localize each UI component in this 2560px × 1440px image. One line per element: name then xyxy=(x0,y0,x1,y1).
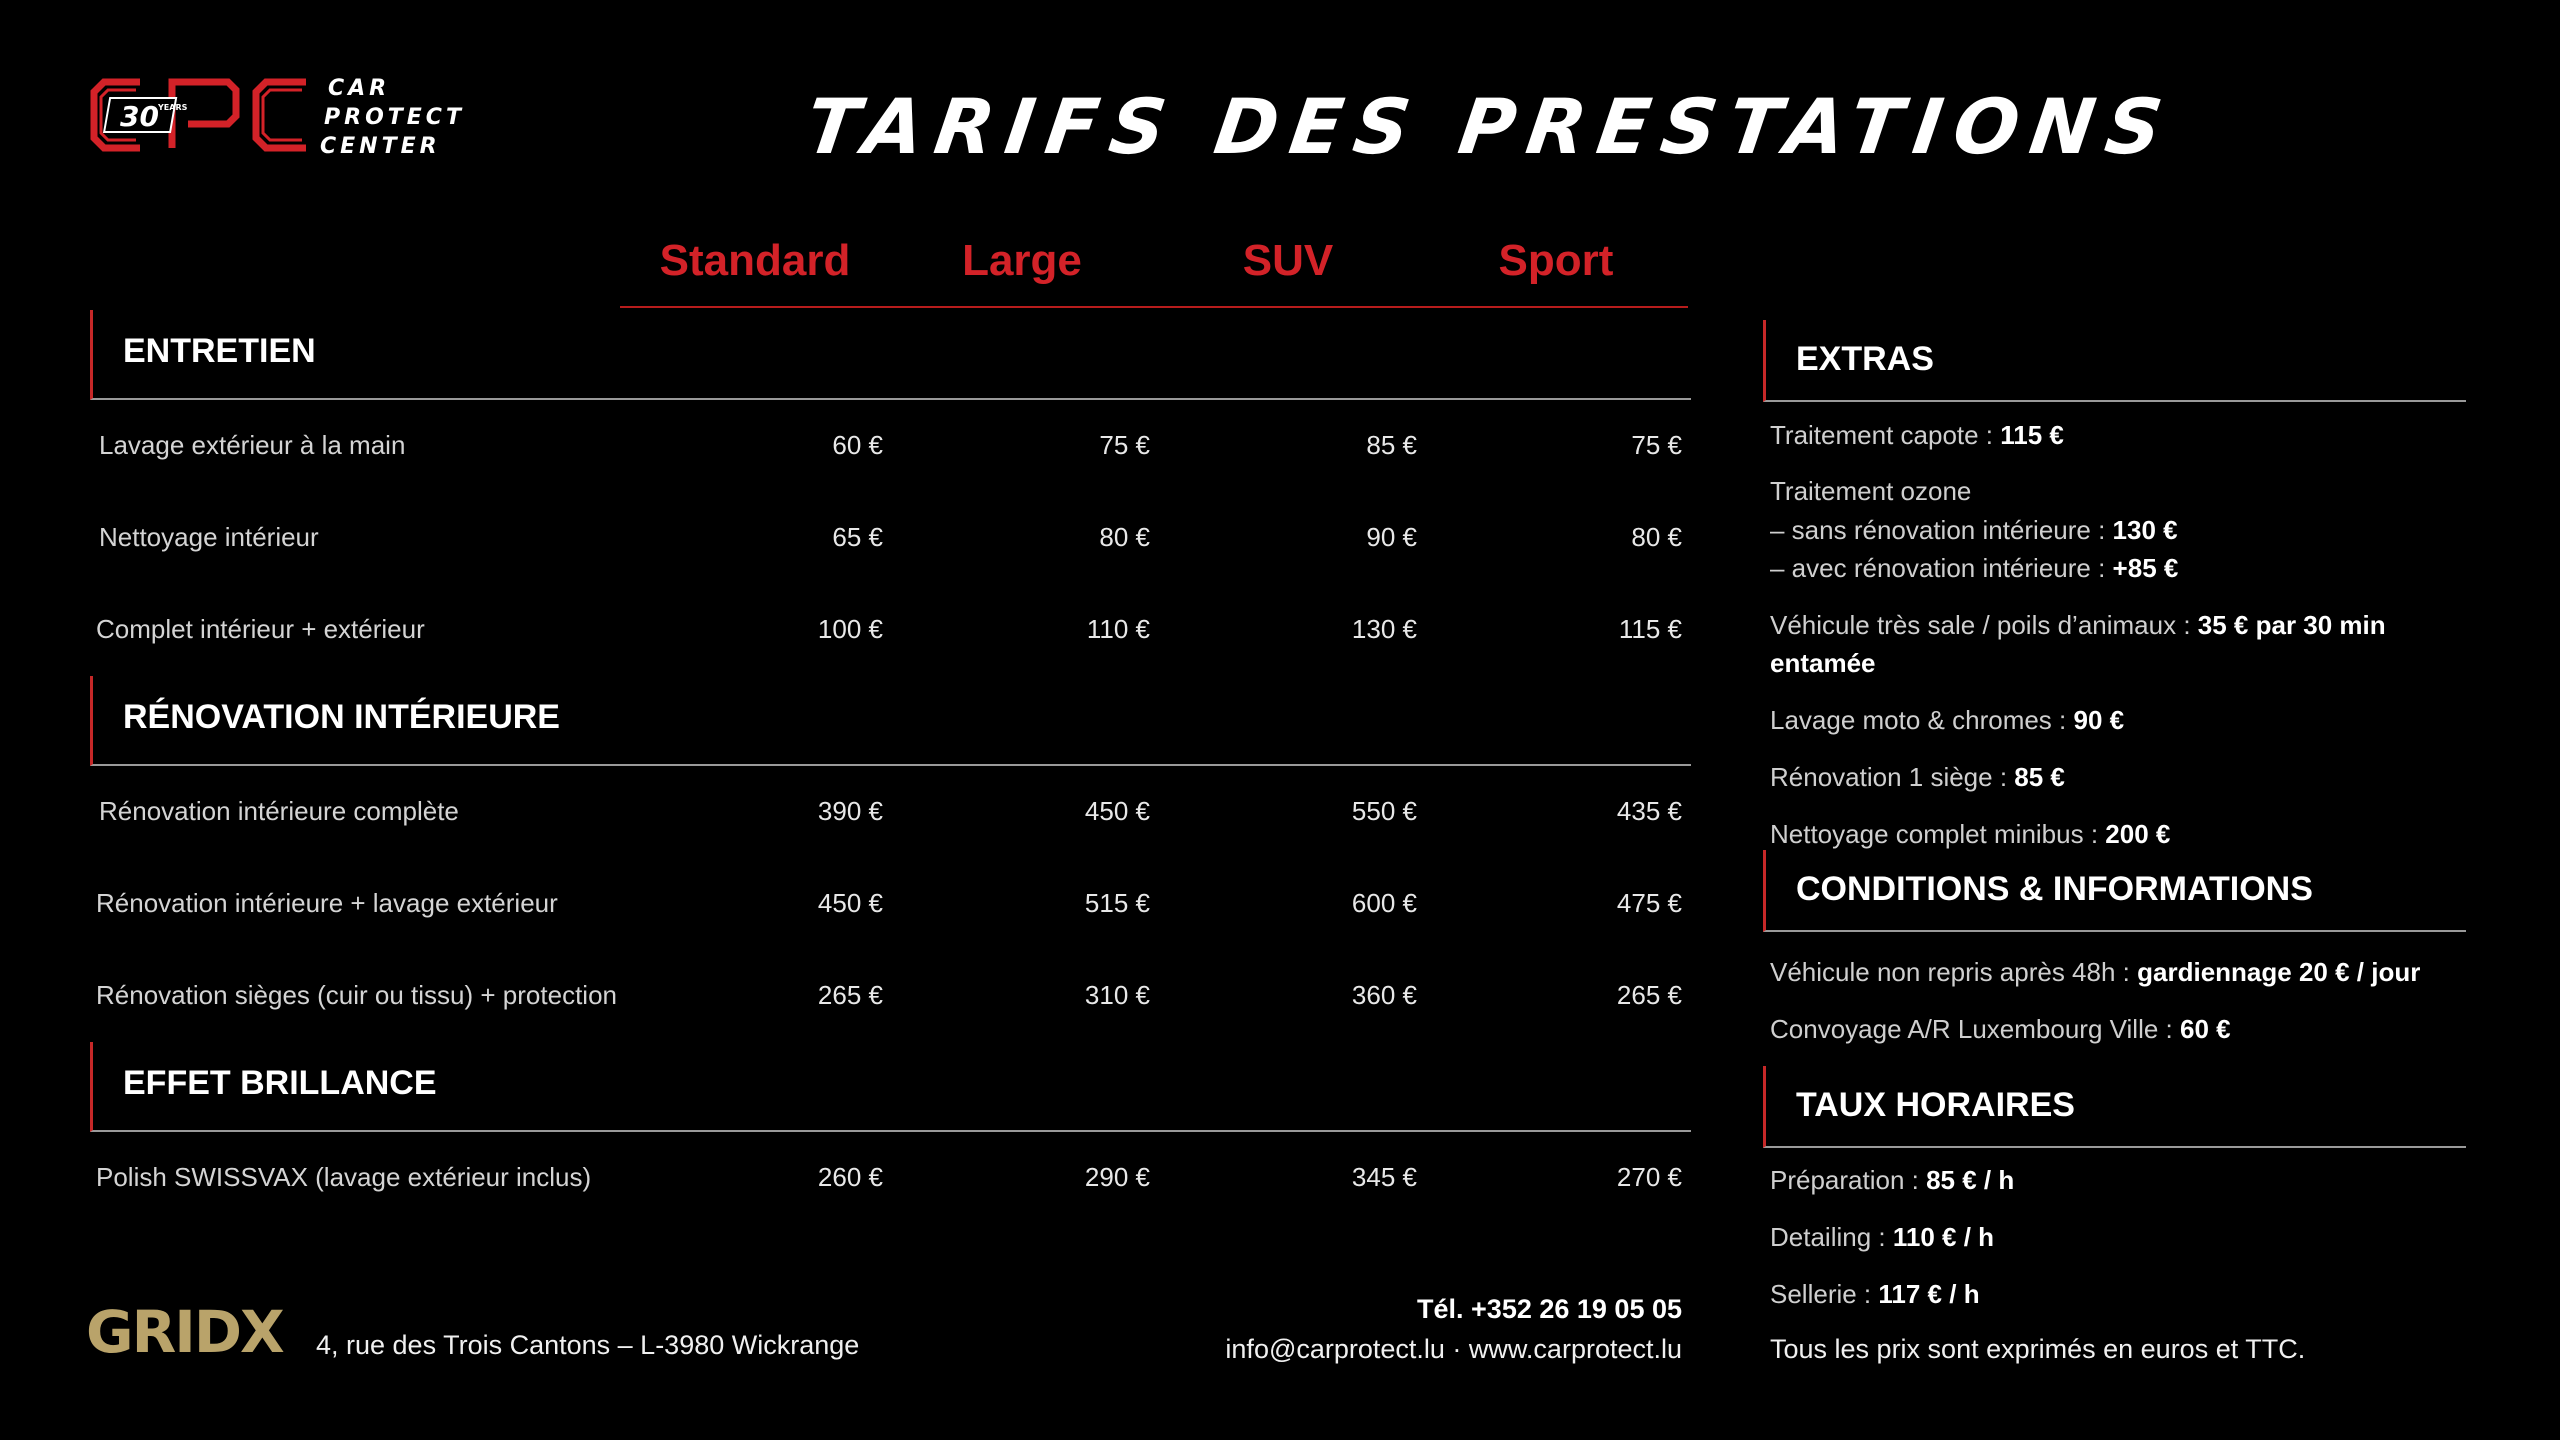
extras-item: – sans rénovation intérieure : 130 € xyxy=(1770,515,2178,545)
service-name: Polish SWISSVAX (lavage extérieur inclus) xyxy=(96,1162,592,1192)
section-heading-entretien xyxy=(90,310,1691,400)
price-standard: 450 € xyxy=(817,888,883,918)
logo-tagline-line: CAR xyxy=(328,76,391,101)
gridx-logo-text: GRIDX xyxy=(86,1300,283,1360)
extras-item: Véhicule très sale / poils d’animaux : 35 € par 30 min xyxy=(1770,610,2386,640)
price-sport: 475 € xyxy=(1616,888,1682,918)
section-heading-label: EFFET BRILLANCE xyxy=(123,1064,437,1102)
price-large: 290 € xyxy=(1084,1162,1150,1192)
price-standard: 100 € xyxy=(817,614,883,644)
rates-item: Detailing : 110 € / h xyxy=(1770,1222,1995,1252)
section-heading-brillance xyxy=(90,1042,1691,1132)
price-large: 80 € xyxy=(1099,522,1150,552)
logo-tagline-line: PROTECT xyxy=(324,105,465,130)
footer-contact-links[interactable]: info@carprotect.lu · www.carprotect.lu xyxy=(1225,1334,1682,1364)
price-large: 310 € xyxy=(1084,980,1150,1010)
rates-heading-label: TAUX HORAIRES xyxy=(1796,1086,2075,1124)
rates-item: Sellerie : 117 € / h xyxy=(1770,1279,1980,1309)
price-sport: 75 € xyxy=(1631,430,1682,460)
cpc-logo-mark xyxy=(88,76,310,154)
conditions-item: Convoyage A/R Luxembourg Ville : 60 € xyxy=(1770,1014,2231,1044)
service-name: Rénovation intérieure + lavage extérieur xyxy=(96,888,558,918)
extras-item: Traitement capote : 115 € xyxy=(1770,420,2064,450)
service-name: Rénovation intérieure complète xyxy=(99,796,459,826)
price-standard: 265 € xyxy=(817,980,883,1010)
column-header-standard: Standard xyxy=(659,236,851,285)
extras-item: entamée xyxy=(1770,648,1876,678)
price-large: 515 € xyxy=(1084,888,1150,918)
price-sport: 115 € xyxy=(1618,614,1682,644)
price-suv: 90 € xyxy=(1366,522,1417,552)
price-standard: 65 € xyxy=(832,522,883,552)
price-row xyxy=(96,1162,1688,1202)
service-name: Complet intérieur + extérieur xyxy=(96,614,425,644)
footer-phone[interactable]: Tél. +352 26 19 05 05 xyxy=(1417,1294,1682,1324)
conditions-heading-label: CONDITIONS & INFORMATIONS xyxy=(1796,870,2313,908)
column-header-sport: Sport xyxy=(1498,236,1614,285)
price-sport: 435 € xyxy=(1616,796,1682,826)
price-row xyxy=(96,522,1688,562)
price-large: 75 € xyxy=(1099,430,1150,460)
price-large: 110 € xyxy=(1086,614,1150,644)
extras-item: – avec rénovation intérieure : +85 € xyxy=(1770,553,2179,583)
extras-heading xyxy=(1763,320,2466,402)
price-disclaimer: Tous les prix sont exprimés en euros et TTC. xyxy=(1770,1334,2306,1364)
logo-badge-small: YEARS xyxy=(158,103,188,112)
price-suv: 360 € xyxy=(1351,980,1417,1010)
logo-tagline xyxy=(320,74,465,161)
extras-item: Lavage moto & chromes : 90 € xyxy=(1770,705,2125,735)
service-name: Rénovation sièges (cuir ou tissu) + protection xyxy=(96,980,617,1010)
section-heading-label: RÉNOVATION INTÉRIEURE xyxy=(123,698,560,736)
price-standard: 260 € xyxy=(817,1162,883,1192)
column-header-large: Large xyxy=(962,236,1082,285)
price-sport: 265 € xyxy=(1616,980,1682,1010)
service-name: Lavage extérieur à la main xyxy=(99,430,406,460)
conditions-item: Véhicule non repris après 48h : gardiennage 20 € / jour xyxy=(1770,957,2421,987)
section-heading-renovation xyxy=(90,676,1691,766)
page-title: TARIFS DES PRESTATIONS xyxy=(800,82,2180,171)
price-suv: 550 € xyxy=(1351,796,1417,826)
service-name: Nettoyage intérieur xyxy=(99,522,319,552)
price-sport: 80 € xyxy=(1631,522,1682,552)
price-suv: 345 € xyxy=(1351,1162,1417,1192)
price-suv: 85 € xyxy=(1366,430,1417,460)
extras-heading-label: EXTRAS xyxy=(1796,340,1934,378)
conditions-heading xyxy=(1763,850,2466,932)
extras-item: Nettoyage complet minibus : 200 € xyxy=(1770,819,2171,849)
extras-item: Rénovation 1 siège : 85 € xyxy=(1770,762,2065,792)
price-row xyxy=(96,430,1688,470)
extras-item: Traitement ozone xyxy=(1770,476,1972,506)
section-heading-label: ENTRETIEN xyxy=(123,332,316,370)
price-row xyxy=(96,614,1688,654)
rates-heading xyxy=(1763,1066,2466,1148)
price-row xyxy=(96,888,1688,928)
price-row xyxy=(96,980,1688,1020)
logo-tagline-line: CENTER xyxy=(320,134,441,159)
price-sport: 270 € xyxy=(1616,1162,1682,1192)
price-row xyxy=(96,796,1688,836)
price-standard: 390 € xyxy=(817,796,883,826)
cpc-logo xyxy=(88,74,508,164)
price-suv: 600 € xyxy=(1351,888,1417,918)
rates-item: Préparation : 85 € / h xyxy=(1770,1165,2015,1195)
logo-badge-number: 30 xyxy=(120,100,159,133)
column-header-suv: SUV xyxy=(1242,236,1334,285)
column-header-divider xyxy=(620,306,1688,308)
gridx-logo-mark xyxy=(86,1300,296,1360)
price-standard: 60 € xyxy=(832,430,883,460)
price-suv: 130 € xyxy=(1351,614,1417,644)
price-large: 450 € xyxy=(1084,796,1150,826)
footer-address: 4, rue des Trois Cantons – L-3980 Wickrange xyxy=(316,1330,860,1360)
gridx-logo xyxy=(86,1300,296,1365)
